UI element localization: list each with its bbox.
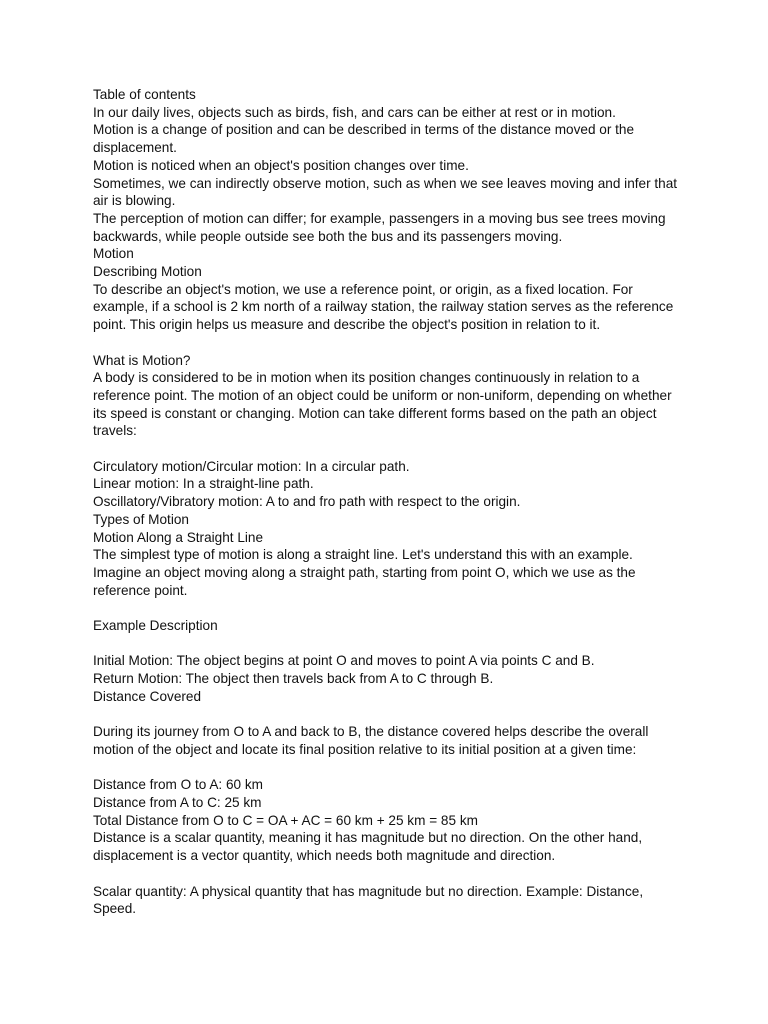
blank-line (93, 440, 683, 458)
heading-distance-covered: Distance Covered (93, 688, 202, 704)
list-item-distance-oa: Distance from O to A: 60 km (93, 777, 263, 793)
heading-describing-motion: Describing Motion (93, 264, 202, 280)
list-item-linear: Linear motion: In a straight-line path. (93, 476, 314, 492)
blank-line (93, 759, 683, 777)
list-item-return-motion: Return Motion: The object then travels back from A to C through B. (93, 671, 494, 687)
heading-straight-line: Motion Along a Straight Line (93, 529, 264, 545)
blank-line (93, 599, 683, 617)
blank-line (93, 334, 683, 352)
paragraph-perception: The perception of motion can differ; for example, passengers in a moving bus see trees moving backwards, while people outside see both the bus and its passengers moving. (93, 210, 666, 244)
blank-line (93, 706, 683, 724)
toc-heading: Table of contents (93, 87, 196, 102)
paragraph-journey: During its journey from O to A and back to B, the distance covered helps describe the overall motion of the object and locate its final position relative to its initial position at a given time: (93, 724, 649, 757)
list-item-total-distance: Total Distance from O to C = OA + AC = 60 km + 25 km = 85 km (93, 812, 478, 828)
heading-types-of-motion: Types of Motion (93, 511, 189, 527)
paragraph-daily-lives: In our daily lives, objects such as birds, fish, and cars can be either at rest or in motion. (93, 104, 616, 120)
list-item-oscillatory: Oscillatory/Vibratory motion: A to and fro path with respect to the origin. (93, 494, 521, 510)
blank-line (93, 865, 683, 883)
heading-motion: Motion (93, 246, 134, 262)
paragraph-motion-definition: Motion is a change of position and can be described in terms of the distance moved or the displacement. (93, 122, 635, 156)
paragraph-motion-noticed: Motion is noticed when an object's position changes over time. (93, 157, 469, 173)
paragraph-reference-point: To describe an object's motion, we use a reference point, or origin, as a fixed location. For example, if a school is 2 km north of a railway station, the railway station serves as the reference point. This origin helps us measure and describe the object's position in relation to it. (93, 281, 674, 333)
paragraph-scalar-vector: Distance is a scalar quantity, meaning it has magnitude but no direction. On the other hand, displacement is a vector quantity, which needs both magnitude and direction. (93, 830, 643, 864)
paragraph-body-in-motion: A body is considered to be in motion when its position changes continuously in relation to a reference point. The motion of an object could be uniform or non-uniform, depending on whether its speed is constant or changing. Motion can take different forms based on the path an object travels: (93, 370, 672, 439)
list-item-initial-motion: Initial Motion: The object begins at point O and moves to point A via points C and B. (93, 653, 595, 669)
paragraph-simplest-motion: The simplest type of motion is along a straight line. Let's understand this with an example. Imagine an object moving along a straight path, starting from point O, which we use as the reference point. (93, 547, 636, 598)
document-page (93, 86, 683, 918)
heading-example-description: Example Description (93, 618, 218, 634)
paragraph-indirect-motion: Sometimes, we can indirectly observe motion, such as when we see leaves moving and infer that air is blowing. (93, 175, 678, 209)
paragraph-scalar-quantity: Scalar quantity: A physical quantity that has magnitude but no direction. Example: Distance, Speed. (93, 883, 644, 917)
list-item-circular: Circulatory motion/Circular motion: In a circular path. (93, 458, 410, 474)
heading-what-is-motion: What is Motion? (93, 352, 191, 368)
blank-line (93, 635, 683, 653)
list-item-distance-ac: Distance from A to C: 25 km (93, 795, 262, 811)
